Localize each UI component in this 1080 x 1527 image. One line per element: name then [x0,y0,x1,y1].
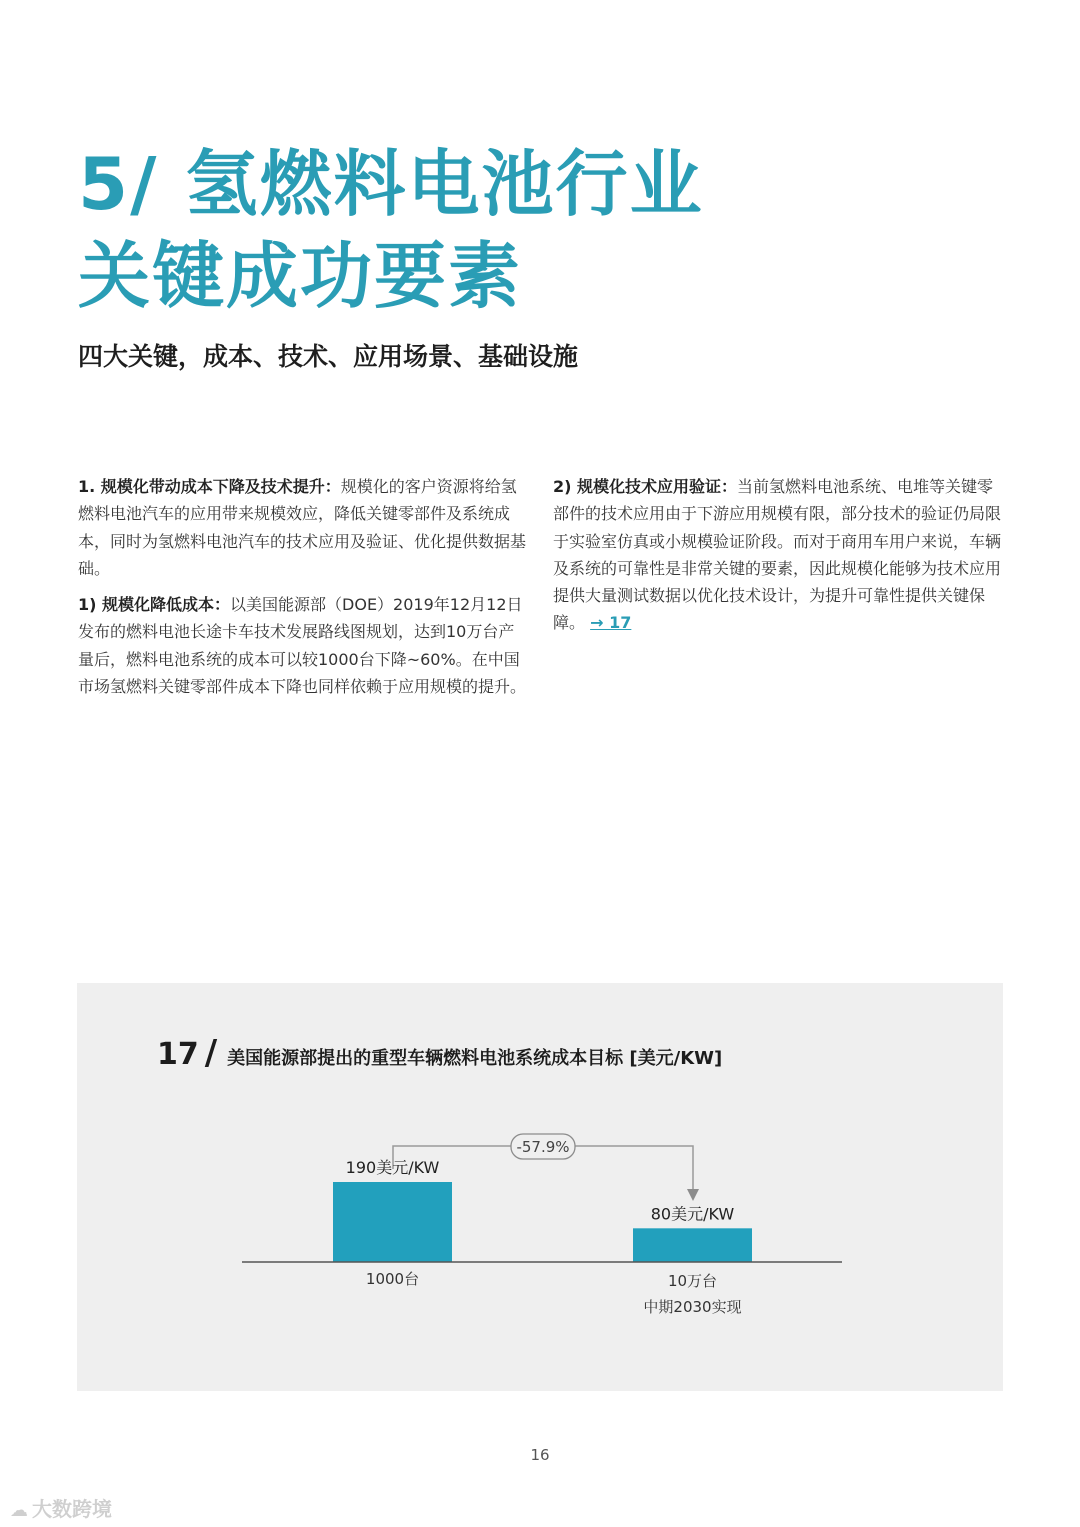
cost-target-chart [77,983,1003,1391]
page-number: 16 [530,1446,550,1464]
paragraph-lead: 2) 规模化技术应用验证： [553,477,738,496]
category-label-100k-units: 10万台 [667,1272,718,1290]
figure-slash: / [204,1033,218,1073]
paragraph-body: 规模化的客户资源将给氢燃料电池汽车的应用带来规模效应，降低关键零部件及系统成本，同时为氢燃料电池汽车的技术应用及验证、优化提供数据基础。 [78,477,527,578]
figure-panel [77,983,1003,1391]
watermark-text: 大数跨境 [32,1497,112,1521]
category-label-1000-units: 1000台 [365,1270,420,1288]
paragraph-lead: 1. 规模化带动成本下降及技术提升： [78,477,341,496]
bar-1000-units [333,1182,452,1262]
bar-100k-units-value-label: 80美元/KW [650,1204,735,1224]
page-title [78,138,978,322]
paragraph-body: 以美国能源部（DOE）2019年12月12日发布的燃料电池长途卡车技术发展路线图规划，达到10万台产量后，燃料电池系统的成本可以较1000台下降~60%。在中国市场氢燃料关键零部件成本下降也同样依赖于应用规模的提升。 [78,595,527,697]
page-title-line-2: 关键成功要素 [78,234,523,318]
figure-title: 美国能源部提出的重型车辆燃料电池系统成本目标 [美元/KW] [227,1048,723,1069]
paragraph-cost-reduction [78,591,530,700]
paragraph-body: 当前氢燃料电池系统、电堆等关键零部件的技术应用由于下游应用规模有限，部分技术的验证仍局限于实验室仿真或小规模验证阶段。而对于商用车用户来说，车辆及系统的可靠性是非常关键的要素，因此规模化能够为技术应用提供大量测试数据以优化技术设计，为提升可靠性提供关键保障。 [553,477,1002,633]
change-annotation-label: -57.9% [516,1138,570,1156]
figure-reference-link[interactable]: → 17 [590,613,632,633]
page-title-line-1: 5/ 氢燃料电池行业 [78,142,704,226]
paragraph-scale-benefits [78,473,530,582]
bar-100k-units [633,1228,752,1262]
category-sublabel-100k-units: 中期2030实现 [643,1298,742,1316]
watermark-logo-icon: ☁ [10,1500,28,1521]
page-subtitle: 四大关键，成本、技术、应用场景、基础设施 [78,342,579,371]
figure-number: 17 [157,1037,199,1072]
left-text-column [78,473,530,709]
right-text-column [553,473,1005,646]
paragraph-lead: 1) 规模化降低成本： [78,595,231,615]
bar-1000-units-value-label: 190美元/KW [345,1158,440,1177]
paragraph-tech-validation [553,473,1005,637]
watermark [10,1493,112,1522]
